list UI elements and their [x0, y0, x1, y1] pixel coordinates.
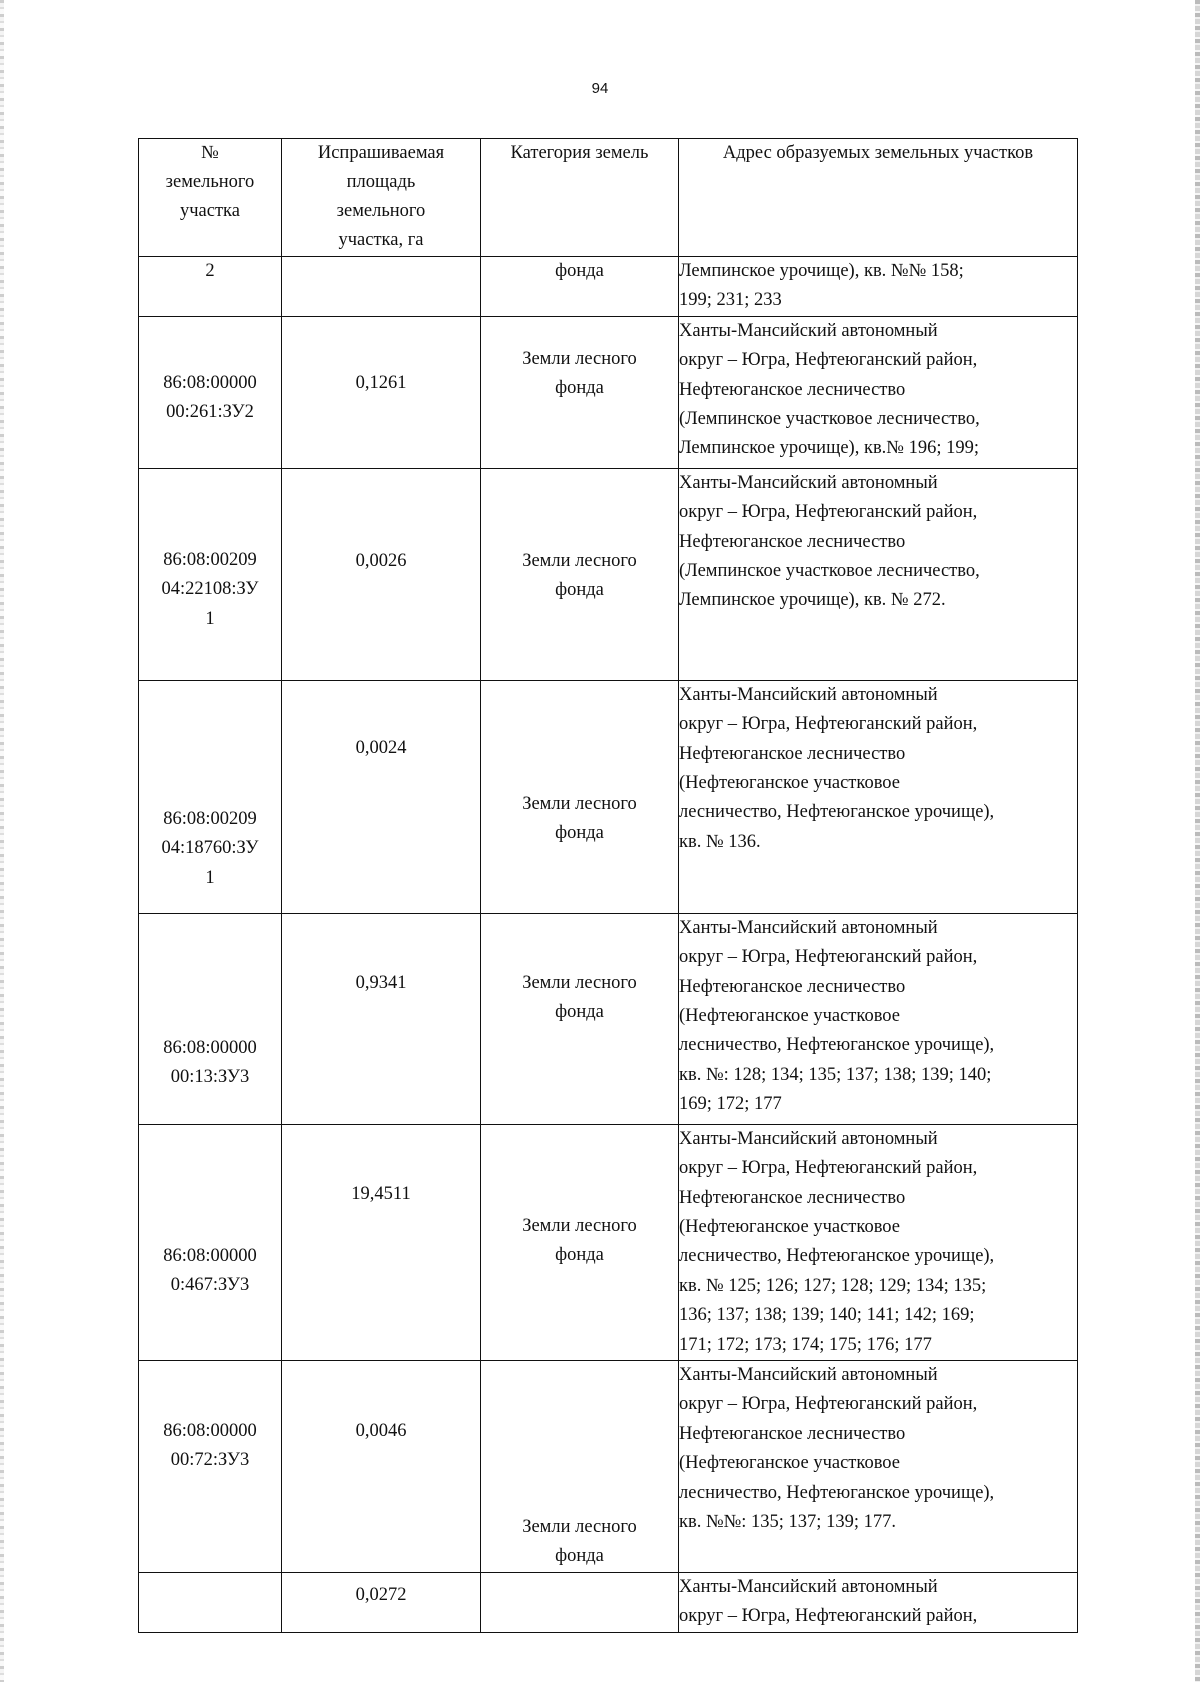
category-line: Земли лесного: [522, 1215, 637, 1236]
header-text-line: Испрашиваемая: [317, 143, 445, 163]
address-line: (Нефтеюганское участковое: [679, 1453, 900, 1474]
category-line: Земли лесного: [522, 1517, 637, 1538]
address-line: лесничество, Нефтеюганское урочище),: [679, 1482, 995, 1503]
address-line: 169; 172; 177: [679, 1094, 782, 1115]
header-text-line: земельного: [336, 201, 426, 221]
address-cell: [679, 1361, 1078, 1573]
address-line: Нефтеюганское лесничество: [679, 976, 906, 997]
address-line: кв. №: 128; 134; 135; 137; 138; 139; 140;: [679, 1064, 992, 1085]
category-line: фонда: [555, 823, 604, 844]
category-cell: [481, 316, 679, 468]
plot-number-cell: [139, 1361, 282, 1573]
area-cell: [282, 913, 481, 1124]
area-cell: [282, 468, 481, 680]
category-cell: [481, 1572, 679, 1632]
page-number: 94: [591, 80, 609, 97]
address-line: Нефтеюганское лесничество: [679, 743, 906, 764]
area-cell: [282, 1361, 481, 1573]
plot-number-cell: [139, 1124, 282, 1360]
area-cell: [282, 1572, 481, 1632]
address-line: кв. №№: 135; 137; 139; 177.: [679, 1512, 896, 1533]
category-cell: [481, 913, 679, 1124]
header-text-line: Категория земель: [510, 143, 649, 163]
table-row: [139, 257, 1078, 317]
plot-number-line: 00:261:ЗУ2: [166, 402, 254, 423]
address-line: Ханты-Мансийский автономный: [679, 472, 938, 493]
address-line: Ханты-Мансийский автономный: [679, 684, 938, 705]
category-cell: [481, 1124, 679, 1360]
address-line: округ – Югра, Нефтеюганский район,: [679, 502, 978, 523]
area-line: 0,0272: [355, 1584, 407, 1605]
header-plot-number: [139, 139, 282, 257]
scan-edge-left: [0, 0, 4, 1682]
address-cell: [679, 1572, 1078, 1632]
address-line: округ – Югра, Нефтеюганский район,: [679, 350, 978, 371]
plot-number-line: 2: [205, 261, 215, 281]
category-cell: [481, 468, 679, 680]
address-line: Ханты-Мансийский автономный: [679, 1576, 938, 1597]
category-line: фонда: [555, 261, 604, 281]
address-line: округ – Югра, Нефтеюганский район,: [679, 947, 978, 968]
address-line: 136; 137; 138; 139; 140; 141; 142; 169;: [679, 1305, 975, 1326]
address-line: кв. № 136.: [679, 831, 761, 852]
land-plots-table: [138, 138, 1078, 1633]
table-header-row: [139, 139, 1078, 257]
address-line: Лемпинское урочище), кв. №№ 158;: [679, 261, 964, 281]
table-row: [139, 1572, 1078, 1632]
plot-number-line: 04:22108:ЗУ: [161, 579, 259, 600]
plot-number-line: 00:13:ЗУ3: [170, 1067, 250, 1088]
header-requested-area: [282, 139, 481, 257]
address-line: (Нефтеюганское участковое: [679, 1217, 900, 1238]
address-line: лесничество, Нефтеюганское урочище),: [679, 1035, 995, 1056]
address-cell: [679, 316, 1078, 468]
category-cell: [481, 680, 679, 913]
address-line: Ханты-Мансийский автономный: [679, 320, 938, 341]
address-line: (Нефтеюганское участковое: [679, 773, 900, 794]
area-line: 0,1261: [355, 372, 407, 393]
address-cell: [679, 257, 1078, 317]
address-line: Ханты-Мансийский автономный: [679, 917, 938, 938]
header-text-line: площадь: [346, 172, 416, 192]
plot-number-line: 86:08:00000: [163, 1245, 257, 1266]
category-cell: [481, 1361, 679, 1573]
table-row: [139, 680, 1078, 913]
area-cell: [282, 316, 481, 468]
area-cell: [282, 680, 481, 913]
area-line: 0,0024: [355, 737, 407, 758]
address-line: Нефтеюганское лесничество: [679, 1187, 906, 1208]
address-cell: [679, 1124, 1078, 1360]
address-line: Нефтеюганское лесничество: [679, 379, 906, 400]
plot-number-line: 86:08:00000: [163, 372, 257, 393]
category-line: фонда: [555, 1002, 604, 1023]
header-text-line: Адрес образуемых земельных участков: [722, 143, 1034, 163]
plot-number-cell: [139, 316, 282, 468]
address-line: Нефтеюганское лесничество: [679, 1423, 906, 1444]
area-cell: [282, 257, 481, 317]
area-line: 0,0026: [355, 550, 407, 571]
plot-number-line: 1: [205, 608, 215, 629]
area-cell: [282, 1124, 481, 1360]
plot-number-line: 86:08:00209: [163, 549, 257, 570]
plot-number-line: 00:72:ЗУ3: [170, 1450, 250, 1471]
category-line: Земли лесного: [522, 972, 637, 993]
table-row: [139, 468, 1078, 680]
address-line: кв. № 125; 126; 127; 128; 129; 134; 135;: [679, 1275, 987, 1296]
header-land-category: [481, 139, 679, 257]
address-cell: [679, 913, 1078, 1124]
table-row: [139, 913, 1078, 1124]
category-line: фонда: [555, 378, 604, 399]
address-line: 171; 172; 173; 174; 175; 176; 177: [679, 1334, 932, 1355]
address-line: лесничество, Нефтеюганское урочище),: [679, 802, 995, 823]
address-line: (Лемпинское участковое лесничество,: [679, 409, 980, 430]
plot-number-cell: [139, 680, 282, 913]
header-text-line: участка, га: [338, 230, 424, 250]
address-line: (Лемпинское участковое лесничество,: [679, 561, 980, 582]
plot-number-cell: [139, 1572, 282, 1632]
address-line: лесничество, Нефтеюганское урочище),: [679, 1246, 995, 1267]
address-line: 199; 231; 233: [679, 290, 782, 311]
category-line: Земли лесного: [522, 348, 637, 369]
table-row: [139, 1124, 1078, 1360]
address-cell: [679, 468, 1078, 680]
plot-number-line: 1: [205, 867, 215, 888]
plot-number-cell: [139, 257, 282, 317]
address-line: (Нефтеюганское участковое: [679, 1006, 900, 1027]
category-line: фонда: [555, 1245, 604, 1266]
address-line: округ – Югра, Нефтеюганский район,: [679, 1158, 978, 1179]
plot-number-line: 86:08:00000: [163, 1421, 257, 1442]
address-line: Лемпинское урочище), кв. № 272.: [679, 590, 946, 611]
address-line: Ханты-Мансийский автономный: [679, 1365, 938, 1386]
address-line: Ханты-Мансийский автономный: [679, 1128, 938, 1149]
table-body: [139, 257, 1078, 1633]
address-line: округ – Югра, Нефтеюганский район,: [679, 714, 978, 735]
category-line: Земли лесного: [522, 793, 637, 814]
address-line: Нефтеюганское лесничество: [679, 531, 906, 552]
category-line: фонда: [555, 580, 604, 601]
scan-edge-right: [1195, 0, 1200, 1682]
plot-number-line: 86:08:00209: [163, 808, 257, 829]
area-line: 0,0046: [355, 1421, 407, 1442]
plot-number-line: 0:467:ЗУ3: [170, 1275, 250, 1296]
address-line: округ – Югра, Нефтеюганский район,: [679, 1606, 978, 1627]
header-text-line: участка: [180, 201, 240, 221]
table-row: [139, 316, 1078, 468]
table-row: [139, 1361, 1078, 1573]
plot-number-line: 04:18760:ЗУ: [161, 838, 259, 859]
area-line: 0,9341: [355, 972, 407, 993]
category-line: Земли лесного: [522, 550, 637, 571]
area-line: 19,4511: [351, 1183, 411, 1204]
address-cell: [679, 680, 1078, 913]
header-address: [679, 139, 1078, 257]
category-line: фонда: [555, 1546, 604, 1567]
header-text-line: земельного: [165, 172, 255, 192]
plot-number-cell: [139, 468, 282, 680]
plot-number-line: 86:08:00000: [163, 1037, 257, 1058]
category-cell: [481, 257, 679, 317]
plot-number-cell: [139, 913, 282, 1124]
address-line: округ – Югра, Нефтеюганский район,: [679, 1394, 978, 1415]
header-text-line: №: [201, 143, 219, 163]
address-line: Лемпинское урочище), кв.№ 196; 199;: [679, 438, 979, 459]
